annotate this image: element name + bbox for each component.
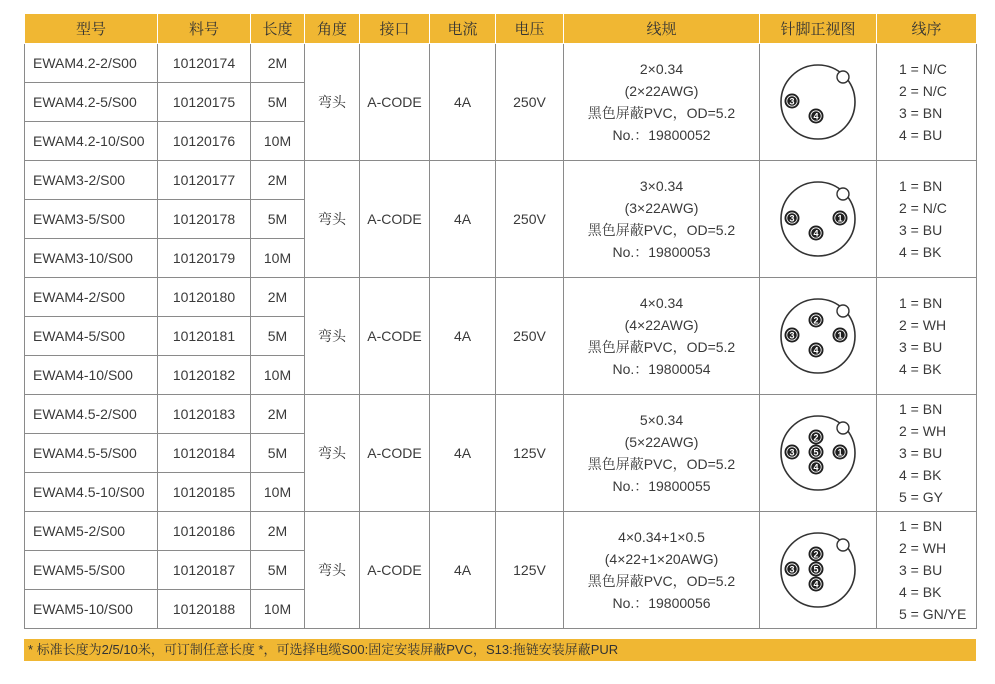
coding-key <box>837 422 849 434</box>
part-number-cell: 10120175 <box>158 83 251 122</box>
wire-spec-line: No.：19800056 <box>612 595 711 611</box>
length-cell: 5M <box>251 434 305 473</box>
wire-order-line: 5 = GN/YE <box>899 606 967 622</box>
length-cell: 2M <box>251 278 305 317</box>
coding-key <box>837 539 849 551</box>
pin-view-cell <box>760 161 877 278</box>
length-cell: 2M <box>251 395 305 434</box>
length-cell: 10M <box>251 590 305 629</box>
model-cell: EWAM4.5-5/S00 <box>25 434 158 473</box>
part-number-cell: 10120176 <box>158 122 251 161</box>
wire-spec-line: (4×22AWG) <box>624 317 699 333</box>
length-cell: 2M <box>251 44 305 83</box>
wire-spec-line: 黑色屏蔽PVC，OD=5.2 <box>587 222 736 238</box>
model-cell: EWAM5-10/S00 <box>25 590 158 629</box>
length-cell: 5M <box>251 83 305 122</box>
wire-order-line: 1 = BN <box>899 178 943 194</box>
header-wire-order: 线序 <box>877 14 977 44</box>
model-cell: EWAM4.2-10/S00 <box>25 122 158 161</box>
wire-order-cell <box>877 512 977 629</box>
model-cell: EWAM4.5-2/S00 <box>25 395 158 434</box>
voltage-cell: 125V <box>496 395 564 512</box>
header-pin-view: 针脚正视图 <box>760 14 877 44</box>
current-cell: 4A <box>430 512 496 629</box>
pin-number: 1 <box>837 447 843 458</box>
table-row <box>25 278 977 317</box>
header-part-number: 料号 <box>158 14 251 44</box>
angle-cell: 弯头 <box>305 512 360 629</box>
interface-cell: A-CODE <box>360 395 430 512</box>
header-wire-gauge: 线规 <box>564 14 760 44</box>
wire-order-cell <box>877 395 977 512</box>
part-number-cell: 10120177 <box>158 161 251 200</box>
part-number-cell: 10120181 <box>158 317 251 356</box>
length-cell: 2M <box>251 512 305 551</box>
pin-number: 4 <box>813 345 819 356</box>
pin-number: 3 <box>789 96 795 107</box>
table-row <box>25 44 977 83</box>
pin-number: 1 <box>837 330 843 341</box>
part-number-cell: 10120180 <box>158 278 251 317</box>
pin-number: 4 <box>813 228 819 239</box>
angle-cell: 弯头 <box>305 161 360 278</box>
wire-spec-line: 4×0.34 <box>639 295 684 311</box>
length-cell: 5M <box>251 317 305 356</box>
length-cell: 10M <box>251 473 305 512</box>
header-length: 长度 <box>251 14 305 44</box>
pin-number: 4 <box>813 462 819 473</box>
angle-cell: 弯头 <box>305 278 360 395</box>
pin-face-diagram <box>776 177 860 261</box>
wire-order-line: 3 = BN <box>899 105 943 121</box>
interface-cell: A-CODE <box>360 512 430 629</box>
wire-order-line: 4 = BK <box>899 244 942 260</box>
wire-spec-line: No.：19800054 <box>612 361 711 377</box>
coding-key <box>837 305 849 317</box>
table-row <box>25 161 977 200</box>
wire-gauge-cell <box>564 512 760 629</box>
pin-number: 1 <box>837 213 843 224</box>
pin-face-diagram <box>776 294 860 378</box>
wire-spec-line: No.：19800053 <box>612 244 711 260</box>
model-cell: EWAM4-2/S00 <box>25 278 158 317</box>
length-cell: 10M <box>251 239 305 278</box>
pin-number: 3 <box>789 447 795 458</box>
length-cell: 5M <box>251 551 305 590</box>
current-cell: 4A <box>430 278 496 395</box>
wire-gauge-cell <box>564 278 760 395</box>
pin-view-cell <box>760 278 877 395</box>
table-row <box>25 512 977 551</box>
wire-order-line: 2 = N/C <box>899 200 947 216</box>
pin-number: 5 <box>813 564 819 575</box>
pin-face-diagram <box>776 60 860 144</box>
wire-order-line: 2 = N/C <box>899 83 947 99</box>
header-row <box>25 14 977 44</box>
wire-order-cell <box>877 161 977 278</box>
wire-order-line: 1 = N/C <box>899 61 947 77</box>
interface-cell: A-CODE <box>360 161 430 278</box>
length-cell: 5M <box>251 200 305 239</box>
wire-order-cell <box>877 44 977 161</box>
wire-order-line: 4 = BU <box>899 127 943 143</box>
part-number-cell: 10120179 <box>158 239 251 278</box>
table-row <box>25 395 977 434</box>
coding-key <box>837 188 849 200</box>
part-number-cell: 10120186 <box>158 512 251 551</box>
part-number-cell: 10120187 <box>158 551 251 590</box>
part-number-cell: 10120178 <box>158 200 251 239</box>
part-number-cell: 10120183 <box>158 395 251 434</box>
angle-cell: 弯头 <box>305 395 360 512</box>
model-cell: EWAM3-2/S00 <box>25 161 158 200</box>
wire-order-line: 4 = BK <box>899 361 942 377</box>
wire-order-line: 3 = BU <box>899 562 943 578</box>
pin-face-diagram <box>776 528 860 612</box>
wire-spec-line: (3×22AWG) <box>624 200 699 216</box>
wire-spec-line: 5×0.34 <box>639 412 684 428</box>
pin-view-cell <box>760 512 877 629</box>
wire-order-line: 2 = WH <box>899 317 947 333</box>
model-cell: EWAM5-2/S00 <box>25 512 158 551</box>
pin-number: 5 <box>813 447 819 458</box>
wire-spec-line: No.：19800052 <box>612 127 711 143</box>
spec-table <box>24 13 977 629</box>
footnote-bar: * 标准长度为2/5/10米，可订制任意长度 *，可选择电缆S00:固定安装屏蔽PVC，S13:拖链安装屏蔽PUR <box>24 639 976 661</box>
interface-cell: A-CODE <box>360 44 430 161</box>
wire-order-line: 1 = BN <box>899 295 943 311</box>
table-body <box>25 44 977 629</box>
wire-order-line: 1 = BN <box>899 518 943 534</box>
model-cell: EWAM4.2-2/S00 <box>25 44 158 83</box>
wire-spec-line: (5×22AWG) <box>624 434 699 450</box>
wire-order-line: 3 = BU <box>899 445 943 461</box>
part-number-cell: 10120174 <box>158 44 251 83</box>
length-cell: 10M <box>251 122 305 161</box>
wire-spec-line: 2×0.34 <box>639 61 684 77</box>
wire-order-cell <box>877 278 977 395</box>
pin-number: 3 <box>789 564 795 575</box>
pin-view-cell <box>760 44 877 161</box>
part-number-cell: 10120182 <box>158 356 251 395</box>
pin-face-diagram <box>776 411 860 495</box>
header-interface: 接口 <box>360 14 430 44</box>
model-cell: EWAM5-5/S00 <box>25 551 158 590</box>
wire-order-line: 3 = BU <box>899 339 943 355</box>
model-cell: EWAM4.5-10/S00 <box>25 473 158 512</box>
model-cell: EWAM3-5/S00 <box>25 200 158 239</box>
wire-spec-line: 4×0.34+1×0.5 <box>618 529 705 545</box>
wire-spec-line: 黑色屏蔽PVC，OD=5.2 <box>587 573 736 589</box>
pin-view-cell <box>760 395 877 512</box>
wire-spec-line: 黑色屏蔽PVC，OD=5.2 <box>587 339 736 355</box>
coding-key <box>837 71 849 83</box>
pin-number: 2 <box>813 432 819 443</box>
wire-spec-line: No.：19800055 <box>612 478 711 494</box>
part-number-cell: 10120188 <box>158 590 251 629</box>
header-angle: 角度 <box>305 14 360 44</box>
pin-number: 4 <box>813 579 819 590</box>
pin-number: 3 <box>789 330 795 341</box>
wire-order-line: 4 = BK <box>899 584 942 600</box>
header-model: 型号 <box>25 14 158 44</box>
voltage-cell: 125V <box>496 512 564 629</box>
wire-gauge-cell <box>564 395 760 512</box>
length-cell: 2M <box>251 161 305 200</box>
wire-order-line: 3 = BU <box>899 222 943 238</box>
part-number-cell: 10120185 <box>158 473 251 512</box>
wire-order-line: 2 = WH <box>899 540 947 556</box>
voltage-cell: 250V <box>496 278 564 395</box>
wire-gauge-cell <box>564 161 760 278</box>
pin-number: 2 <box>813 315 819 326</box>
wire-spec-line: (2×22AWG) <box>624 83 699 99</box>
length-cell: 10M <box>251 356 305 395</box>
wire-spec-line: (4×22+1×20AWG) <box>604 551 719 567</box>
wire-order-line: 4 = BK <box>899 467 942 483</box>
current-cell: 4A <box>430 395 496 512</box>
wire-order-line: 5 = GY <box>899 489 943 505</box>
wire-order-line: 2 = WH <box>899 423 947 439</box>
wire-gauge-cell <box>564 44 760 161</box>
pin-number: 4 <box>813 111 819 122</box>
wire-order-line: 1 = BN <box>899 401 943 417</box>
voltage-cell: 250V <box>496 44 564 161</box>
angle-cell: 弯头 <box>305 44 360 161</box>
pin-number: 3 <box>789 213 795 224</box>
model-cell: EWAM3-10/S00 <box>25 239 158 278</box>
header-voltage: 电压 <box>496 14 564 44</box>
part-number-cell: 10120184 <box>158 434 251 473</box>
wire-spec-line: 3×0.34 <box>639 178 684 194</box>
voltage-cell: 250V <box>496 161 564 278</box>
current-cell: 4A <box>430 44 496 161</box>
model-cell: EWAM4-5/S00 <box>25 317 158 356</box>
wire-spec-line: 黑色屏蔽PVC，OD=5.2 <box>587 456 736 472</box>
interface-cell: A-CODE <box>360 278 430 395</box>
header-current: 电流 <box>430 14 496 44</box>
model-cell: EWAM4.2-5/S00 <box>25 83 158 122</box>
model-cell: EWAM4-10/S00 <box>25 356 158 395</box>
wire-spec-line: 黑色屏蔽PVC，OD=5.2 <box>587 105 736 121</box>
pin-number: 2 <box>813 549 819 560</box>
current-cell: 4A <box>430 161 496 278</box>
